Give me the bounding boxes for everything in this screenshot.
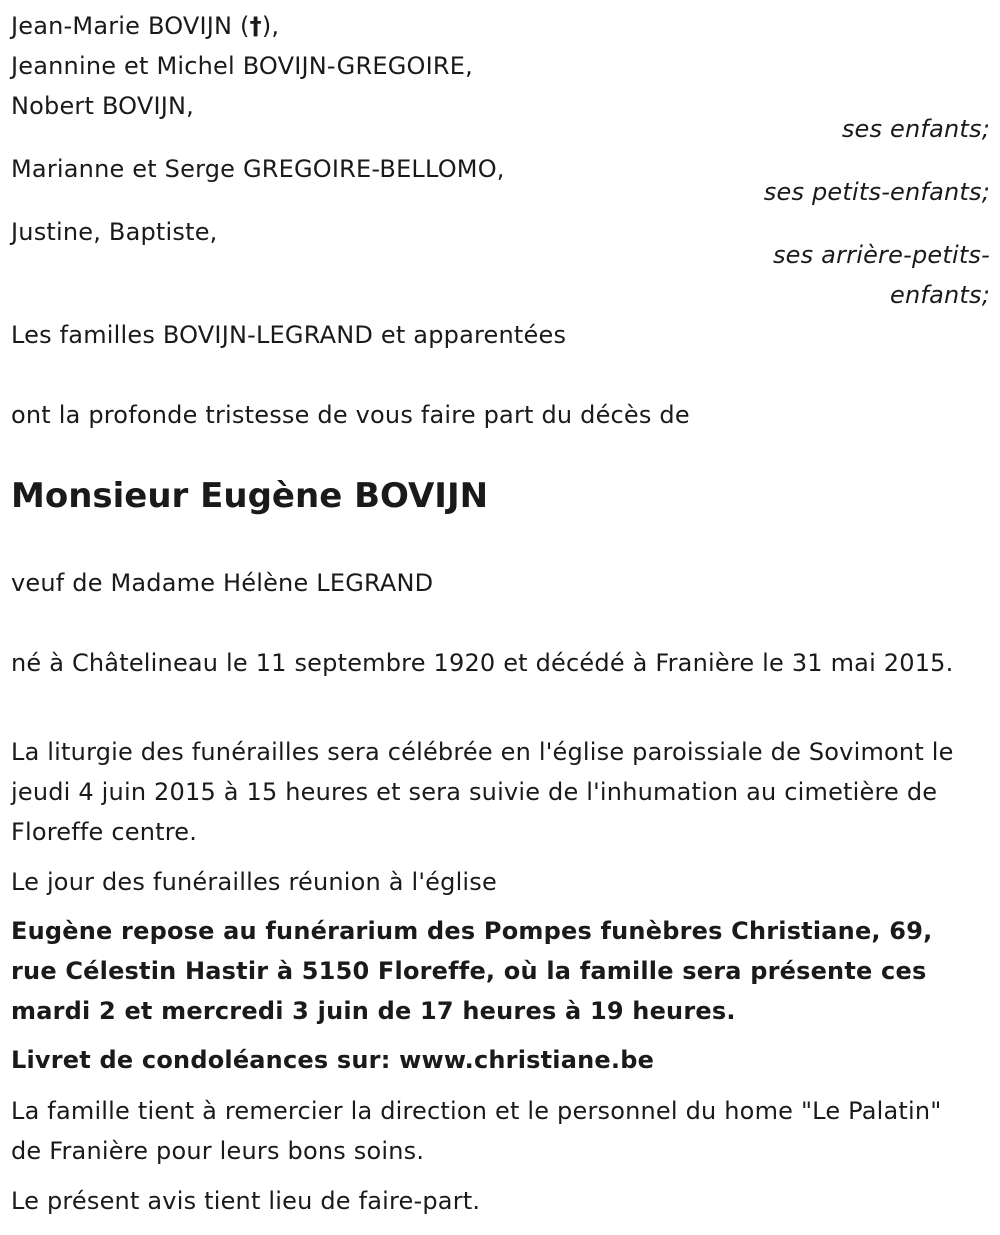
great-grandchildren-line: Justine, Baptiste, bbox=[11, 218, 218, 246]
relation-great-grandchildren-2: enfants; bbox=[890, 281, 990, 309]
child-line-1-end: ), bbox=[261, 12, 280, 40]
cross-icon: † bbox=[249, 12, 262, 40]
reunion-line: Le jour des funérailles réunion à l'église bbox=[11, 868, 497, 896]
liturgy-paragraph: La liturgie des funérailles sera célébrée en l'église paroissiale de Sovimont le jeudi 4 juin 2015 à 15 heures et sera suivie de l'inhumation au cimetière de Floreffe centre. bbox=[11, 738, 954, 846]
relation-grandchildren: ses petits-enfants; bbox=[763, 178, 990, 206]
spouse-line: veuf de Madame Hélène LEGRAND bbox=[11, 569, 434, 597]
thanks-paragraph: La famille tient à remercier la direction et le personnel du home "Le Palatin" de Franière pour leurs bons soins. bbox=[11, 1097, 942, 1165]
notice-line: Le présent avis tient lieu de faire-part. bbox=[11, 1187, 481, 1215]
announcement: ont la profonde tristesse de vous faire part du décès de bbox=[11, 401, 690, 429]
child-line-2: Jeannine et Michel BOVIJN-GREGOIRE, bbox=[11, 52, 473, 80]
families-line: Les familles BOVIJN-LEGRAND et apparentées bbox=[11, 321, 567, 349]
deceased-name: Monsieur Eugène BOVIJN bbox=[11, 476, 489, 516]
child-name-1: Jean-Marie BOVIJN ( bbox=[11, 12, 250, 40]
relation-great-grandchildren-1: ses arrière-petits- bbox=[772, 241, 990, 269]
relation-children: ses enfants; bbox=[841, 115, 990, 143]
grandchildren-line: Marianne et Serge GREGOIRE-BELLOMO, bbox=[11, 155, 505, 183]
birth-death-paragraph: né à Châtelineau le 11 septembre 1920 et décédé à Franière le 31 mai 2015. bbox=[11, 649, 954, 677]
condolences-line: Livret de condoléances sur: www.christiane.be bbox=[11, 1046, 655, 1074]
child-line-1 bbox=[11, 6, 279, 46]
viewing-paragraph: Eugène repose au funérarium des Pompes funèbres Christiane, 69, rue Célestin Hastir à 5150 Floreffe, où la famille sera présente ces mardi 2 et mercredi 3 juin de 17 heures à 19 heures. bbox=[11, 917, 933, 1025]
child-line-3: Nobert BOVIJN, bbox=[11, 92, 195, 120]
